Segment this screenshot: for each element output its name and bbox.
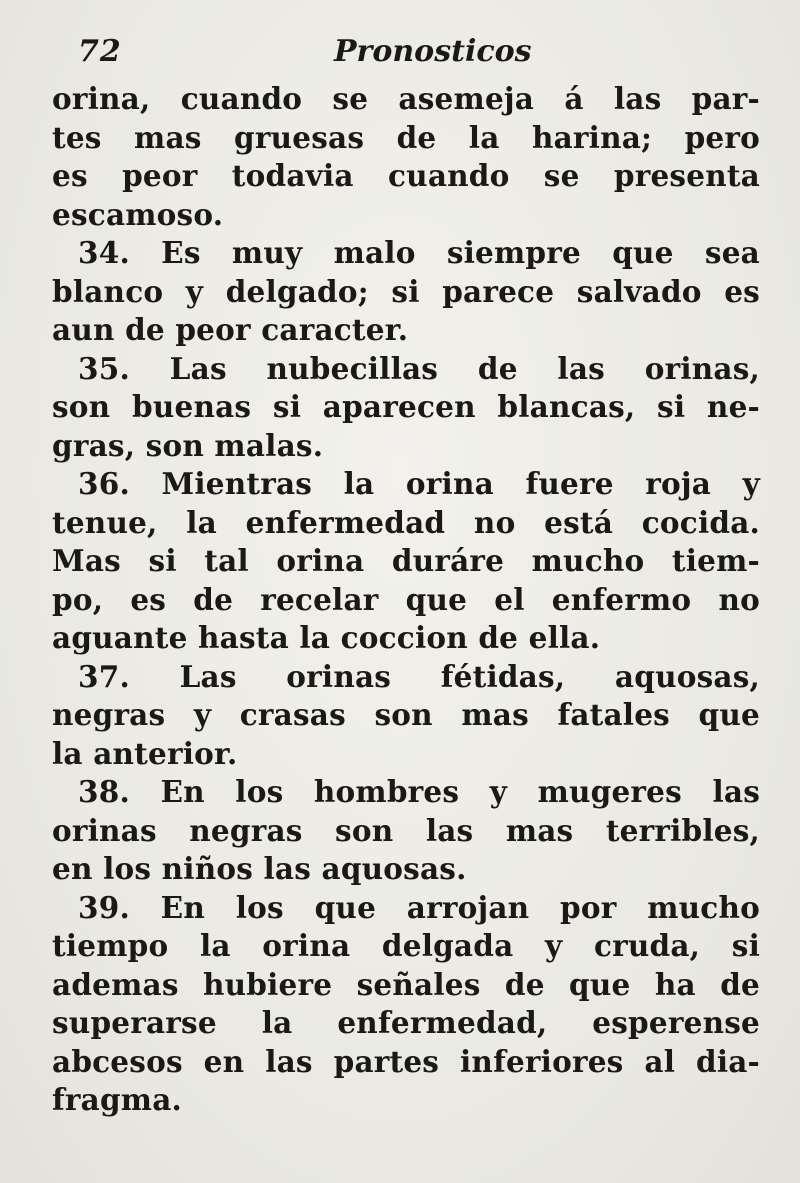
text-line: aun de peor caracter.: [52, 312, 409, 347]
text-line: tiempo la orina delgada y cruda, si: [52, 928, 760, 963]
running-title: Pronosticos: [334, 34, 532, 69]
text-line: ademas hubiere señales de que ha de: [52, 966, 760, 1002]
text-line: aguante hasta la coccion de ella.: [52, 620, 601, 655]
text-line: blanco y delgado; si parece salvado es: [52, 273, 760, 309]
text-line: Mas si tal orina duráre mucho tiem-: [52, 543, 760, 578]
text-line: po, es de recelar que el enfermo no: [52, 581, 760, 617]
text-line: gras, son malas.: [52, 427, 324, 463]
body-text: [52, 80, 760, 1120]
text-line: abcesos en las partes inferiores al dia-: [52, 1043, 760, 1079]
text-line: 37. Las orinas fétidas, aquosas,: [78, 658, 760, 694]
text-line: 34. Es muy malo siempre que sea: [78, 235, 760, 270]
text-line: en los niños las aquosas.: [52, 851, 467, 886]
text-line: es peor todavia cuando se presenta: [52, 158, 760, 193]
text-line: son buenas si aparecen blancas, si ne-: [52, 389, 760, 424]
text-line: 38. En los hombres y mugeres las: [78, 774, 760, 809]
text-line: orina, cuando se asemeja á las par-: [52, 81, 760, 116]
text-line: superarse la enfermedad, esperense: [52, 1005, 760, 1040]
text-line: tenue, la enfermedad no está cocida.: [52, 504, 760, 540]
text-line: tes mas gruesas de la harina; pero: [52, 119, 760, 155]
text-line: escamoso.: [52, 196, 224, 232]
text-line: 35. Las nubecillas de las orinas,: [78, 350, 760, 386]
text-line: la anterior.: [52, 735, 238, 771]
text-line: fragma.: [52, 1082, 182, 1117]
running-head: [52, 34, 760, 78]
page-number: 72: [78, 34, 122, 69]
text-line: 39. En los que arrojan por mucho: [78, 889, 760, 925]
text-line: negras y crasas son mas fatales que: [52, 697, 760, 732]
text-line: 36. Mientras la orina fuere roja y: [78, 466, 760, 501]
text-line: orinas negras son las mas terribles,: [52, 812, 760, 848]
